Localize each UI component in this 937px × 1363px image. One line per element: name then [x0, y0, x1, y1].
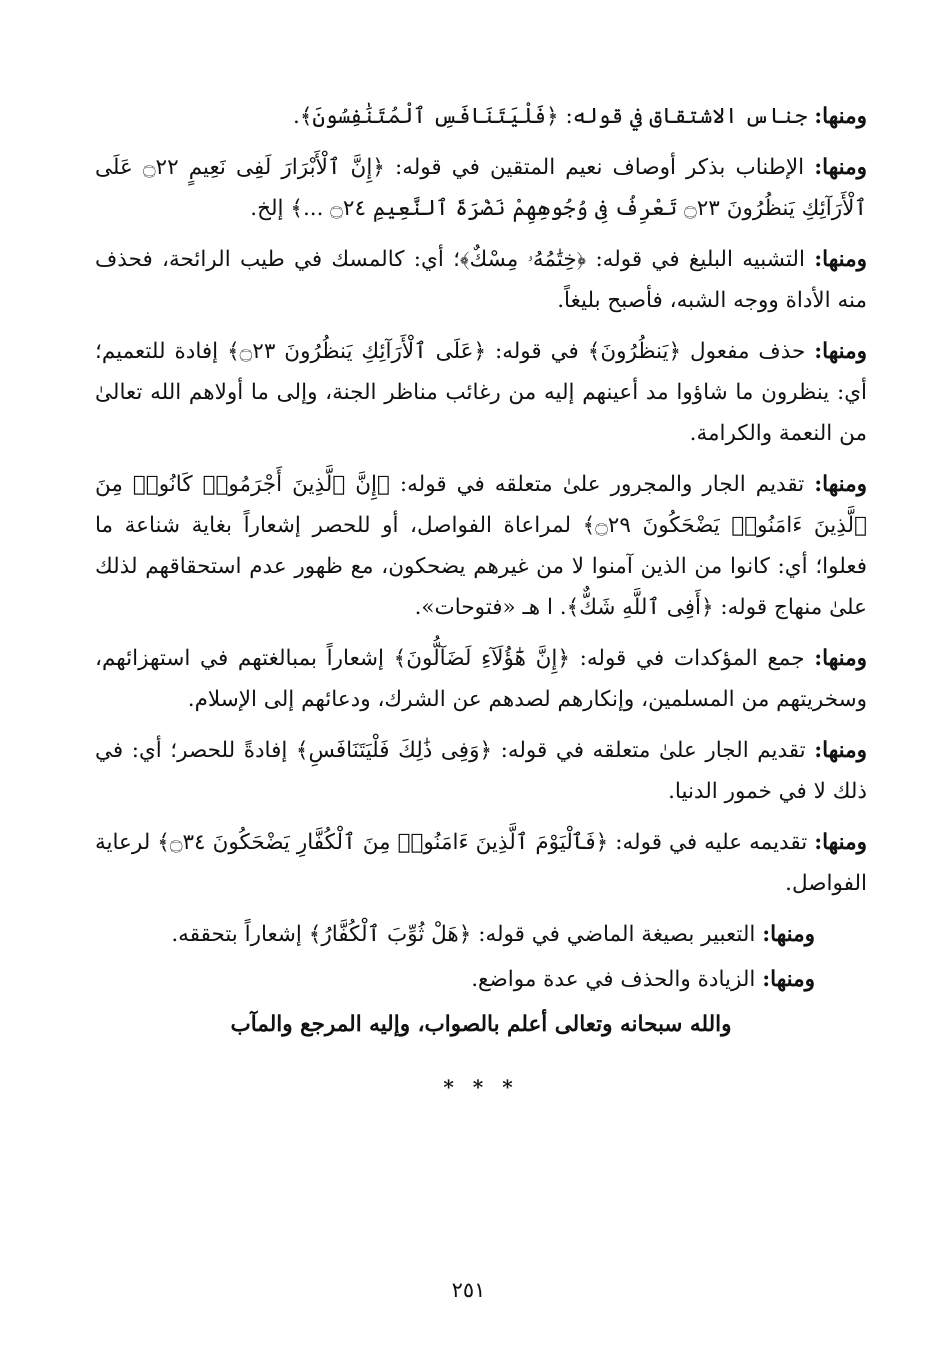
- paragraph-lead: ومنها:: [814, 339, 867, 364]
- paragraph-text: جناس الاشتقاق في قوله: ﴿فَلْيَتَنَافَسِ ٱلْمُتَنَٰفِسُونَ﴾.: [293, 104, 815, 129]
- paragraph-1: [95, 96, 867, 137]
- section-separator: * * *: [443, 1074, 519, 1099]
- paragraph-text: تقديم الجار والمجرور علىٰ متعلقه في قوله: ﴿إِنَّ ٱلَّذِينَ أَجْرَمُوا۟ كَانُوا۟ مِنَ ٱلَّذِينَ ءَامَنُوا۟ يَضْحَكُونَ ۝٢٩﴾ لمراعاة الفواصل، أو للحصر إشعاراً بغاية شناعة ما فعلوا؛ أي: كانوا من الذين آمنوا لا من غيرهم يضحكون، مع ظهور عدم استحقاقهم لذلك علىٰ منهاج قوله: ﴿أَفِى ٱللَّهِ شَكٌّ﴾. ا هـ «فتوحات».: [95, 472, 867, 620]
- paragraph-lead: ومنها:: [814, 104, 867, 129]
- closing-line: والله سبحانه وتعالى أعلم بالصواب، وإليه المرجع والمآب: [230, 1012, 732, 1037]
- paragraph-text: تقديمه عليه في قوله: ﴿فَٱلْيَوْمَ ٱلَّذِينَ ءَامَنُوا۟ مِنَ ٱلْكُفَّارِ يَضْحَكُونَ ۝٣٤﴾ لرعاية الفواصل.: [95, 830, 867, 896]
- paragraph-lead: ومنها:: [814, 738, 867, 763]
- paragraph-lead: ومنها:: [762, 922, 815, 947]
- paragraph-10: [95, 959, 867, 1000]
- paragraph-3: [95, 239, 867, 321]
- paragraph-4: [95, 331, 867, 454]
- paragraph-text: الإطناب بذكر أوصاف نعيم المتقين في قوله: ﴿إِنَّ ٱلْأَبْرَارَ لَفِى نَعِيمٍ ۝٢٢ عَلَى ٱلْأَرَآئِكِ يَنظُرُونَ ۝٢٣ تَعْرِفُ فِى وُجُوهِهِمْ نَضْرَةَ ٱلنَّعِيمِ ۝٢٤ ...﴾ إلخ.: [95, 155, 867, 221]
- paragraph-lead: ومنها:: [814, 830, 867, 855]
- page-body: [95, 96, 867, 1108]
- page-number: ٢٥١: [451, 1278, 486, 1302]
- paragraph-lead: ومنها:: [762, 967, 815, 992]
- paragraph-lead: ومنها:: [814, 155, 867, 180]
- paragraph-text: تقديم الجار علىٰ متعلقه في قوله: ﴿وَفِى ذَٰلِكَ فَلْيَتَنَافَسِ﴾ إفادةً للحصر؛ أي: في ذلك لا في خمور الدنيا.: [95, 738, 867, 804]
- paragraph-lead: ومنها:: [814, 472, 867, 497]
- paragraph-text: التعبير بصيغة الماضي في قوله: ﴿هَلْ ثُوِّبَ ٱلْكُفَّارُ﴾ إشعاراً بتحققه.: [171, 922, 763, 947]
- paragraph-text: الزيادة والحذف في عدة مواضع.: [471, 967, 763, 992]
- paragraph-5: [95, 464, 867, 628]
- paragraph-2: [95, 147, 867, 229]
- paragraph-7: [95, 730, 867, 812]
- paragraph-lead: ومنها:: [814, 247, 867, 272]
- paragraph-text: جمع المؤكدات في قوله: ﴿إِنَّ هَٰٓؤُلَآءِ لَضَآلُّونَ﴾ إشعاراً بمبالغتهم في استهزائهم، وسخريتهم من المسلمين، وإنكارهم لصدهم عن الشرك، ودعائهم إلى الإسلام.: [95, 646, 867, 712]
- paragraph-text: حذف مفعول ﴿يَنظُرُونَ﴾ في قوله: ﴿عَلَى ٱلْأَرَآئِكِ يَنظُرُونَ ۝٢٣﴾ إفادة للتعميم؛ أي: ينظرون ما شاؤوا مد أعينهم إليه من رغائب مناظر الجنة، وإلى ما أولاهم الله تعالىٰ من النعمة والكرامة.: [95, 339, 867, 446]
- paragraph-text: التشبيه البليغ في قوله: ﴿خِتَٰمُهُۥ مِسْكٌ﴾؛ أي: كالمسك في طيب الرائحة، فحذف منه الأداة ووجه الشبه، فأصبح بليغاً.: [95, 247, 867, 313]
- paragraph-lead: ومنها:: [814, 646, 867, 671]
- paragraph-6: [95, 638, 867, 720]
- paragraph-8: [95, 822, 867, 904]
- paragraph-9: [95, 914, 867, 955]
